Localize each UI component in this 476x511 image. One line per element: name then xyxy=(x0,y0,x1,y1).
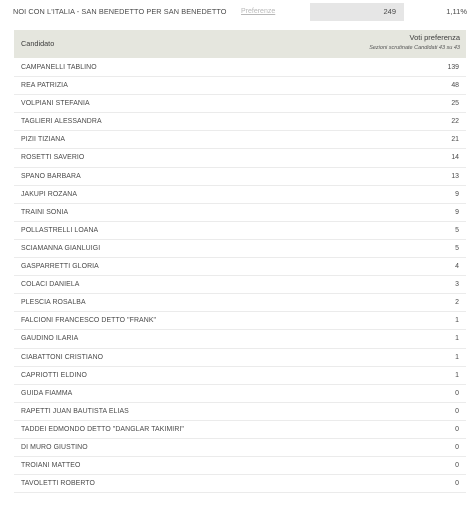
candidate-name: TAVOLETTI ROBERTO xyxy=(21,480,95,488)
candidate-name: TRAINI SONIA xyxy=(21,208,69,216)
header-votes-block xyxy=(369,33,460,51)
candidate-name: JAKUPI ROZANA xyxy=(21,190,78,198)
candidate-name: ROSETTI SAVERIO xyxy=(21,154,85,162)
candidate-name: RAPETTI JUAN BAUTISTA ELIAS xyxy=(21,407,129,415)
list-name: NOI CON L'ITALIA - SAN BENEDETTO PER SAN BENEDETTO xyxy=(13,7,227,16)
candidate-votes: 5 xyxy=(455,226,459,234)
candidate-name: DI MURO GIUSTINO xyxy=(21,443,88,451)
candidate-name: POLLASTRELLI LOANA xyxy=(21,226,99,234)
table-row xyxy=(14,276,466,294)
candidate-name: FALCIONI FRANCESCO DETTO "FRANK" xyxy=(21,317,157,325)
table-row xyxy=(14,421,466,439)
candidate-name: VOLPIANI STEFANIA xyxy=(21,100,90,108)
candidates-table xyxy=(14,30,466,500)
candidate-votes: 25 xyxy=(451,100,459,108)
table-row xyxy=(14,59,466,77)
candidate-name: TROIANI MATTEO xyxy=(21,462,81,470)
table-row xyxy=(14,204,466,222)
header-sections: Sezioni scrutinate Candidati 43 su 43 xyxy=(369,45,460,51)
candidate-votes: 9 xyxy=(455,190,459,198)
candidate-votes: 21 xyxy=(451,136,459,144)
table-row xyxy=(14,240,466,258)
candidate-votes: 2 xyxy=(455,299,459,307)
table-row xyxy=(14,312,466,330)
candidate-name: GAUDINO ILARIA xyxy=(21,335,79,343)
list-percent: 1,11% xyxy=(405,3,469,21)
list-row xyxy=(0,0,476,24)
table-row xyxy=(14,385,466,403)
candidate-votes: 48 xyxy=(451,82,459,90)
table-body xyxy=(14,59,466,493)
candidate-votes: 0 xyxy=(455,462,459,470)
candidate-name: GASPARRETTI GLORIA xyxy=(21,263,99,271)
table-row xyxy=(14,222,466,240)
candidate-votes: 0 xyxy=(455,480,459,488)
candidate-name: PLESCIA ROSALBA xyxy=(21,299,86,307)
candidate-votes: 13 xyxy=(451,172,459,180)
candidate-votes: 0 xyxy=(455,407,459,415)
candidate-votes: 0 xyxy=(455,389,459,397)
candidate-votes: 3 xyxy=(455,281,459,289)
candidate-votes: 1 xyxy=(455,353,459,361)
candidate-name: PIZII TIZIANA xyxy=(21,136,66,144)
candidate-votes: 14 xyxy=(451,154,459,162)
header-votes: Voti preferenza xyxy=(409,33,460,42)
table-row xyxy=(14,186,466,204)
candidate-votes: 0 xyxy=(455,443,459,451)
candidate-votes: 1 xyxy=(455,371,459,379)
table-row xyxy=(14,457,466,475)
table-row xyxy=(14,439,466,457)
table-row xyxy=(14,403,466,421)
table-row xyxy=(14,294,466,312)
table-header xyxy=(14,30,466,58)
table-row xyxy=(14,131,466,149)
candidate-name: CAMPANELLI TABLINO xyxy=(21,64,97,71)
header-candidate: Candidato xyxy=(21,39,55,48)
table-row xyxy=(14,349,466,367)
candidate-votes: 1 xyxy=(455,317,459,325)
candidate-name: SPANO BARBARA xyxy=(21,172,81,180)
table-row xyxy=(14,77,466,95)
candidate-name: COLACI DANIELA xyxy=(21,281,80,289)
table-row xyxy=(14,367,466,385)
list-votes: 249 xyxy=(310,3,404,21)
candidate-votes: 5 xyxy=(455,244,459,252)
candidate-name: CAPRIOTTI ELDINO xyxy=(21,371,87,379)
candidate-votes: 4 xyxy=(455,263,459,271)
candidate-votes: 0 xyxy=(455,425,459,433)
table-row xyxy=(14,149,466,167)
table-row xyxy=(14,113,466,131)
preferences-link[interactable]: Preferenze xyxy=(241,8,276,15)
candidate-name: TADDEI EDMONDO DETTO "DANGLAR TAKIMIRI" xyxy=(21,425,184,433)
table-row xyxy=(14,258,466,276)
candidate-votes: 1 xyxy=(455,335,459,343)
table-row xyxy=(14,95,466,113)
candidate-name: TAGLIERI ALESSANDRA xyxy=(21,118,102,126)
candidate-name: GUIDA FIAMMA xyxy=(21,389,73,397)
candidate-votes: 22 xyxy=(451,118,459,126)
candidate-name: CIABATTONI CRISTIANO xyxy=(21,353,104,361)
table-row xyxy=(14,330,466,348)
candidate-votes: 9 xyxy=(455,208,459,216)
table-row xyxy=(14,168,466,186)
candidate-votes: 139 xyxy=(447,64,459,71)
candidate-name: REA PATRIZIA xyxy=(21,82,68,90)
candidate-name: SCIAMANNA GIANLUIGI xyxy=(21,244,101,252)
table-row xyxy=(14,475,466,493)
